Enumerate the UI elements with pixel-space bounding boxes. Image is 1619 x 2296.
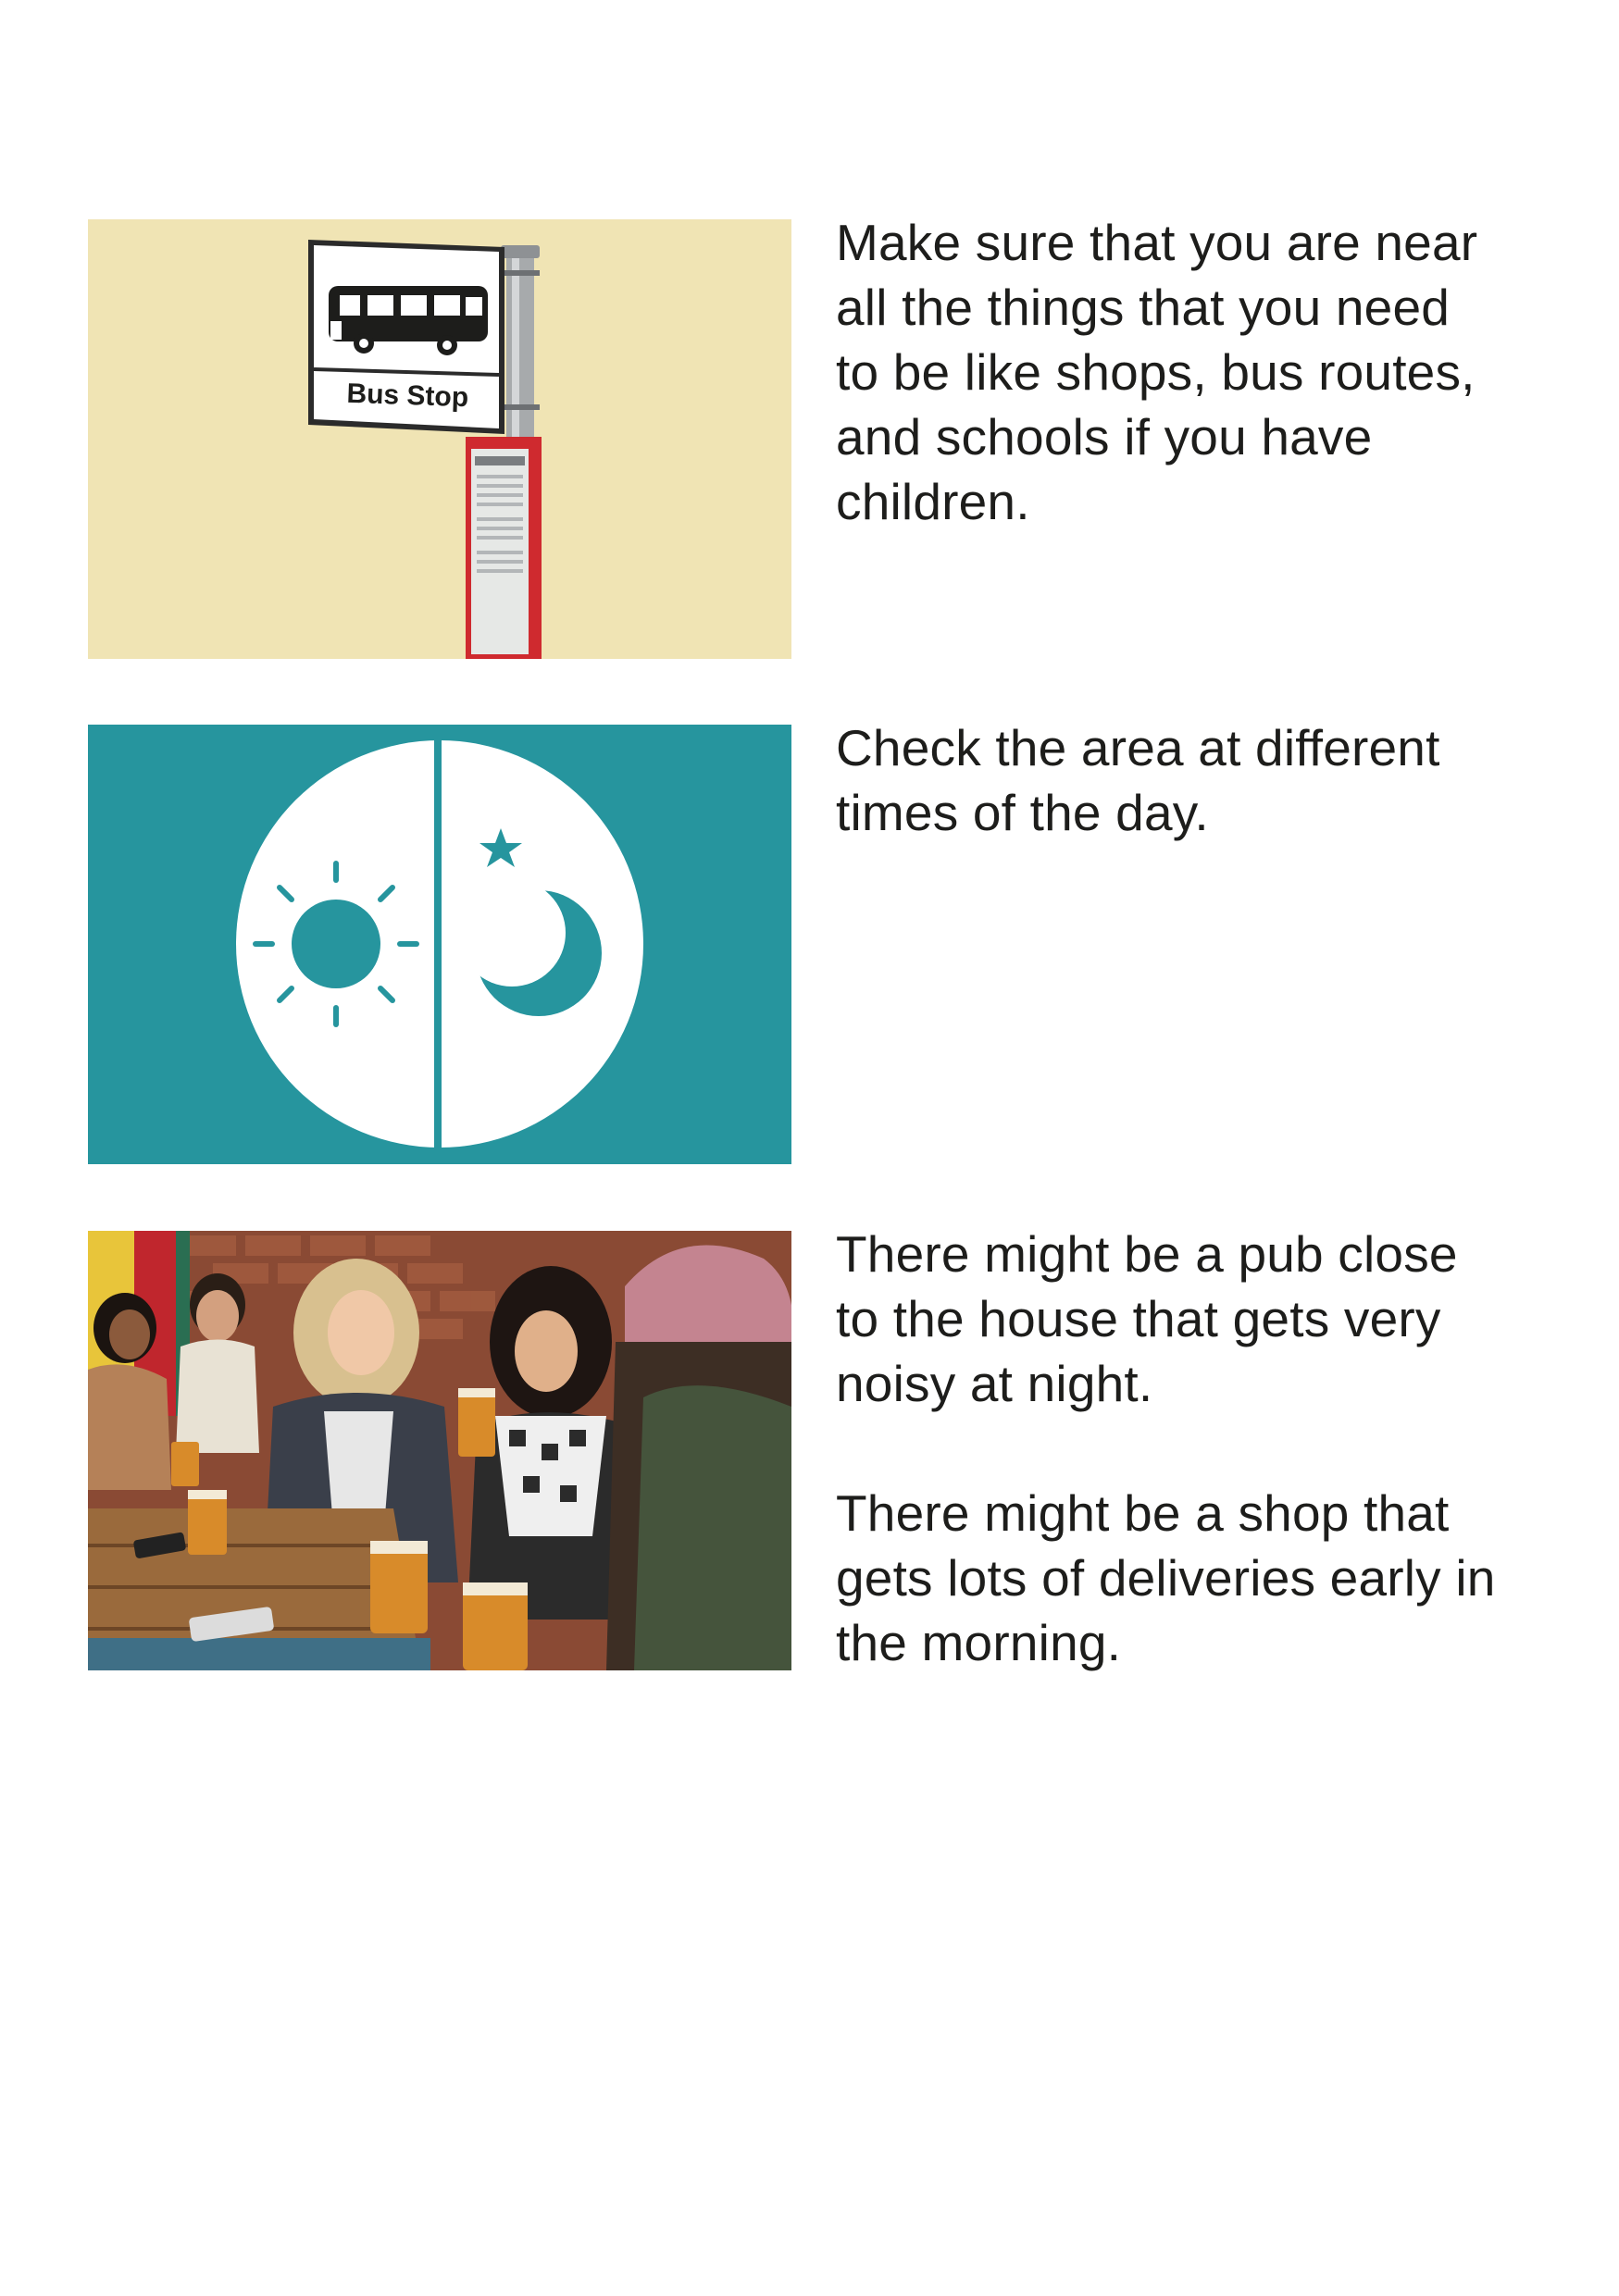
section-text <box>836 715 1539 845</box>
bus-stop-image <box>88 219 791 659</box>
section-text <box>836 1222 1539 1675</box>
shop-deliveries-paragraph: There might be a shop that gets lots of deliveries early in the morning. <box>836 1484 1496 1671</box>
section-text <box>836 210 1539 534</box>
amenities-paragraph: Make sure that you are near all the things that you need to be like shops, bus routes, and schools if you have children. <box>836 214 1478 530</box>
section-times-of-day <box>88 719 1532 1164</box>
section-amenities <box>88 214 1532 659</box>
section-noise <box>88 1225 1532 1671</box>
day-night-image <box>88 725 791 1164</box>
bus-stop-sign-label: Bus Stop <box>345 378 469 414</box>
times-of-day-paragraph: Check the area at different times of the day. <box>836 719 1440 841</box>
pub-photo-image <box>88 1231 791 1670</box>
pub-noise-paragraph: There might be a pub close to the house that gets very noisy at night. <box>836 1225 1458 1412</box>
